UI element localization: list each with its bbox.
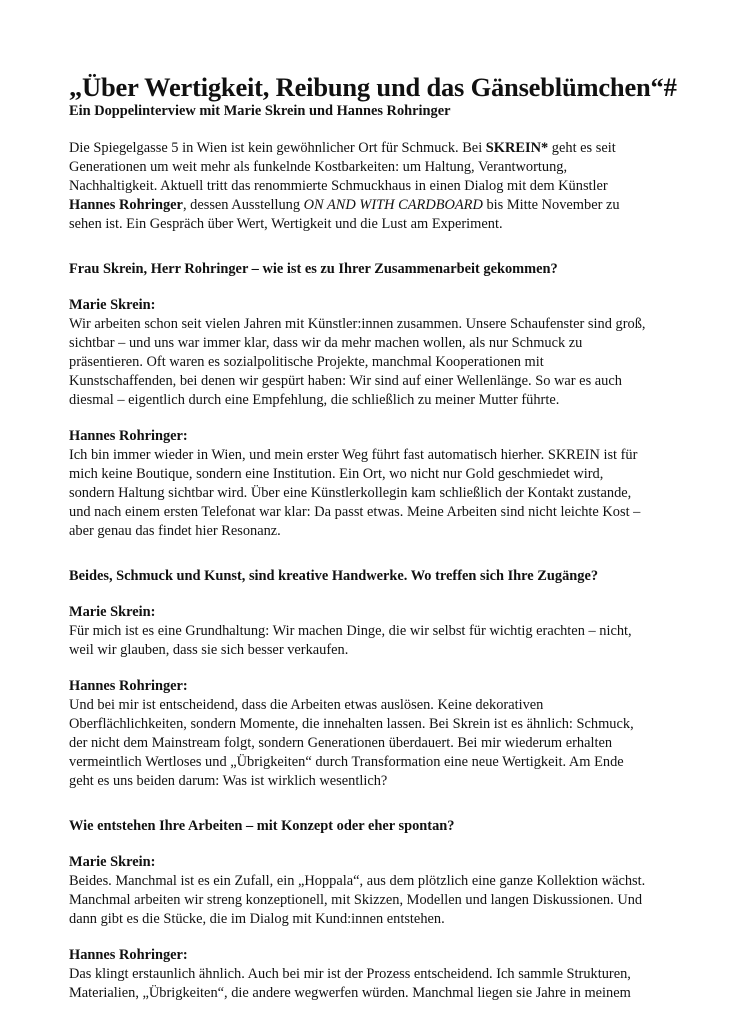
answer-line: diesmal – eigentlich durch eine Empfehlung, die schließlich zu meiner Mutter führte. — [69, 392, 560, 408]
artist-name: Hannes Rohringer — [69, 197, 183, 213]
intro-text: Die Spiegelgasse 5 in Wien ist kein gewöhnlicher Ort für Schmuck. Bei — [69, 140, 486, 156]
answer-block — [69, 603, 673, 660]
answer-line: Ich bin immer wieder in Wien, und mein erster Weg führt fast automatisch hierher. SKREIN ist für — [69, 447, 638, 463]
answer-line: Materialien, „Übrigkeiten“, die andere wegwerfen würden. Manchmal liegen sie Jahre in meinem — [69, 985, 631, 1001]
intro-line — [69, 196, 673, 215]
intro-line: Nachhaltigkeit. Aktuell tritt das renommierte Schmuckhaus in einen Dialog mit dem Künstler — [69, 178, 608, 194]
interview-question: Beides, Schmuck und Kunst, sind kreative Handwerke. Wo treffen sich Ihre Zugänge? — [69, 568, 599, 584]
interview-section — [69, 567, 673, 791]
intro-line: Generationen um weit mehr als funkelnde Kostbarkeiten: um Haltung, Verantwortung, — [69, 159, 568, 175]
interview-question: Wie entstehen Ihre Arbeiten – mit Konzept oder eher spontan? — [69, 818, 455, 834]
answer-text — [69, 446, 673, 541]
answer-line: Das klingt erstaunlich ähnlich. Auch bei mir ist der Prozess entscheidend. Ich sammle Strukturen, — [69, 966, 631, 982]
answer-line: Für mich ist es eine Grundhaltung: Wir machen Dinge, die wir selbst für wichtig erachten – nicht, — [69, 623, 632, 639]
answer-line: aber genau das findet hier Resonanz. — [69, 523, 281, 539]
article-title: „Über Wertigkeit, Reibung und das Gänseblümchen“# — [69, 72, 677, 102]
speaker-name: Hannes Rohringer: — [69, 428, 188, 444]
interview-section — [69, 260, 673, 541]
answer-line: sondern Haltung sichtbar wird. Über eine Künstlerkollegin kam schließlich der Kontakt zustande, — [69, 485, 632, 501]
intro-paragraph — [69, 139, 673, 234]
answer-text — [69, 622, 673, 660]
answer-line: mich keine Boutique, sondern eine Institution. Ein Ort, wo nicht nur Gold geschmiedet wird, — [69, 466, 604, 482]
answer-line: Manchmal arbeiten wir streng konzeptionell, mit Skizzen, Modellen und langen Diskussionen. Und — [69, 892, 643, 908]
brand-name: SKREIN* — [485, 140, 549, 156]
answer-text — [69, 315, 673, 410]
answer-line: weil wir glauben, dass sie sich besser verkaufen. — [69, 642, 349, 658]
answer-line: Kunstschaffenden, bei denen wir gespürt haben: Wir sind auf einer Wellenlänge. So war es auch — [69, 373, 622, 389]
answer-block — [69, 427, 673, 541]
exhibition-title: ON AND WITH CARDBOARD — [303, 197, 483, 213]
speaker-name: Hannes Rohringer: — [69, 678, 188, 694]
intro-text: bis Mitte November zu — [482, 197, 620, 213]
answer-line: Wir arbeiten schon seit vielen Jahren mit Künstler:innen zusammen. Unsere Schaufenster sind groß, — [69, 316, 646, 332]
document-page — [69, 72, 677, 1003]
answer-line: sichtbar – und uns war immer klar, dass wir da mehr machen wollen, als nur Schmuck zu — [69, 335, 583, 351]
interview-sections — [69, 260, 673, 1003]
answer-line: geht es uns beiden darum: Was ist wirklich wesentlich? — [69, 773, 388, 789]
intro-text: , dessen Ausstellung — [182, 197, 304, 213]
interview-section — [69, 817, 673, 1003]
answer-block — [69, 677, 673, 791]
answer-text — [69, 872, 673, 929]
intro-line: sehen ist. Ein Gespräch über Wert, Wertigkeit und die Lust am Experiment. — [69, 216, 503, 232]
speaker-name: Marie Skrein: — [69, 604, 156, 620]
answer-block — [69, 296, 673, 410]
answer-text — [69, 696, 673, 791]
interview-question: Frau Skrein, Herr Rohringer – wie ist es zu Ihrer Zusammenarbeit gekommen? — [69, 261, 558, 277]
answer-line: der nicht dem Mainstream folgt, sondern Generationen überdauert. Bei mir wiederum erhalten — [69, 735, 613, 751]
answer-text — [69, 965, 673, 1003]
answer-line: und nach einem ersten Telefonat war klar: Da passt etwas. Meine Arbeiten sind nicht leichte Kost – — [69, 504, 641, 520]
answer-line: Beides. Manchmal ist es ein Zufall, ein „Hoppala“, aus dem plötzlich eine ganze Kollektion wächst. — [69, 873, 646, 889]
answer-line: dann gibt es die Stücke, die im Dialog mit Kund:innen entstehen. — [69, 911, 445, 927]
speaker-name: Marie Skrein: — [69, 854, 156, 870]
answer-line: vermeintlich Wertloses und „Übrigkeiten“ durch Transformation eine neue Wertigkeit. Am Ende — [69, 754, 624, 770]
speaker-name: Hannes Rohringer: — [69, 947, 188, 963]
answer-block — [69, 946, 673, 1003]
intro-line — [69, 139, 673, 158]
article-subtitle: Ein Doppelinterview mit Marie Skrein und Hannes Rohringer — [69, 103, 451, 119]
answer-line: Oberflächlichkeiten, sondern Momente, die innehalten lassen. Bei Skrein ist es ähnlich: Schmuck, — [69, 716, 634, 732]
answer-block — [69, 853, 673, 929]
intro-text: geht es seit — [548, 140, 616, 156]
answer-line: präsentieren. Oft waren es sozialpolitische Projekte, manchmal Kooperationen mit — [69, 354, 544, 370]
answer-line: Und bei mir ist entscheidend, dass die Arbeiten etwas auslösen. Keine dekorativen — [69, 697, 544, 713]
speaker-name: Marie Skrein: — [69, 297, 156, 313]
